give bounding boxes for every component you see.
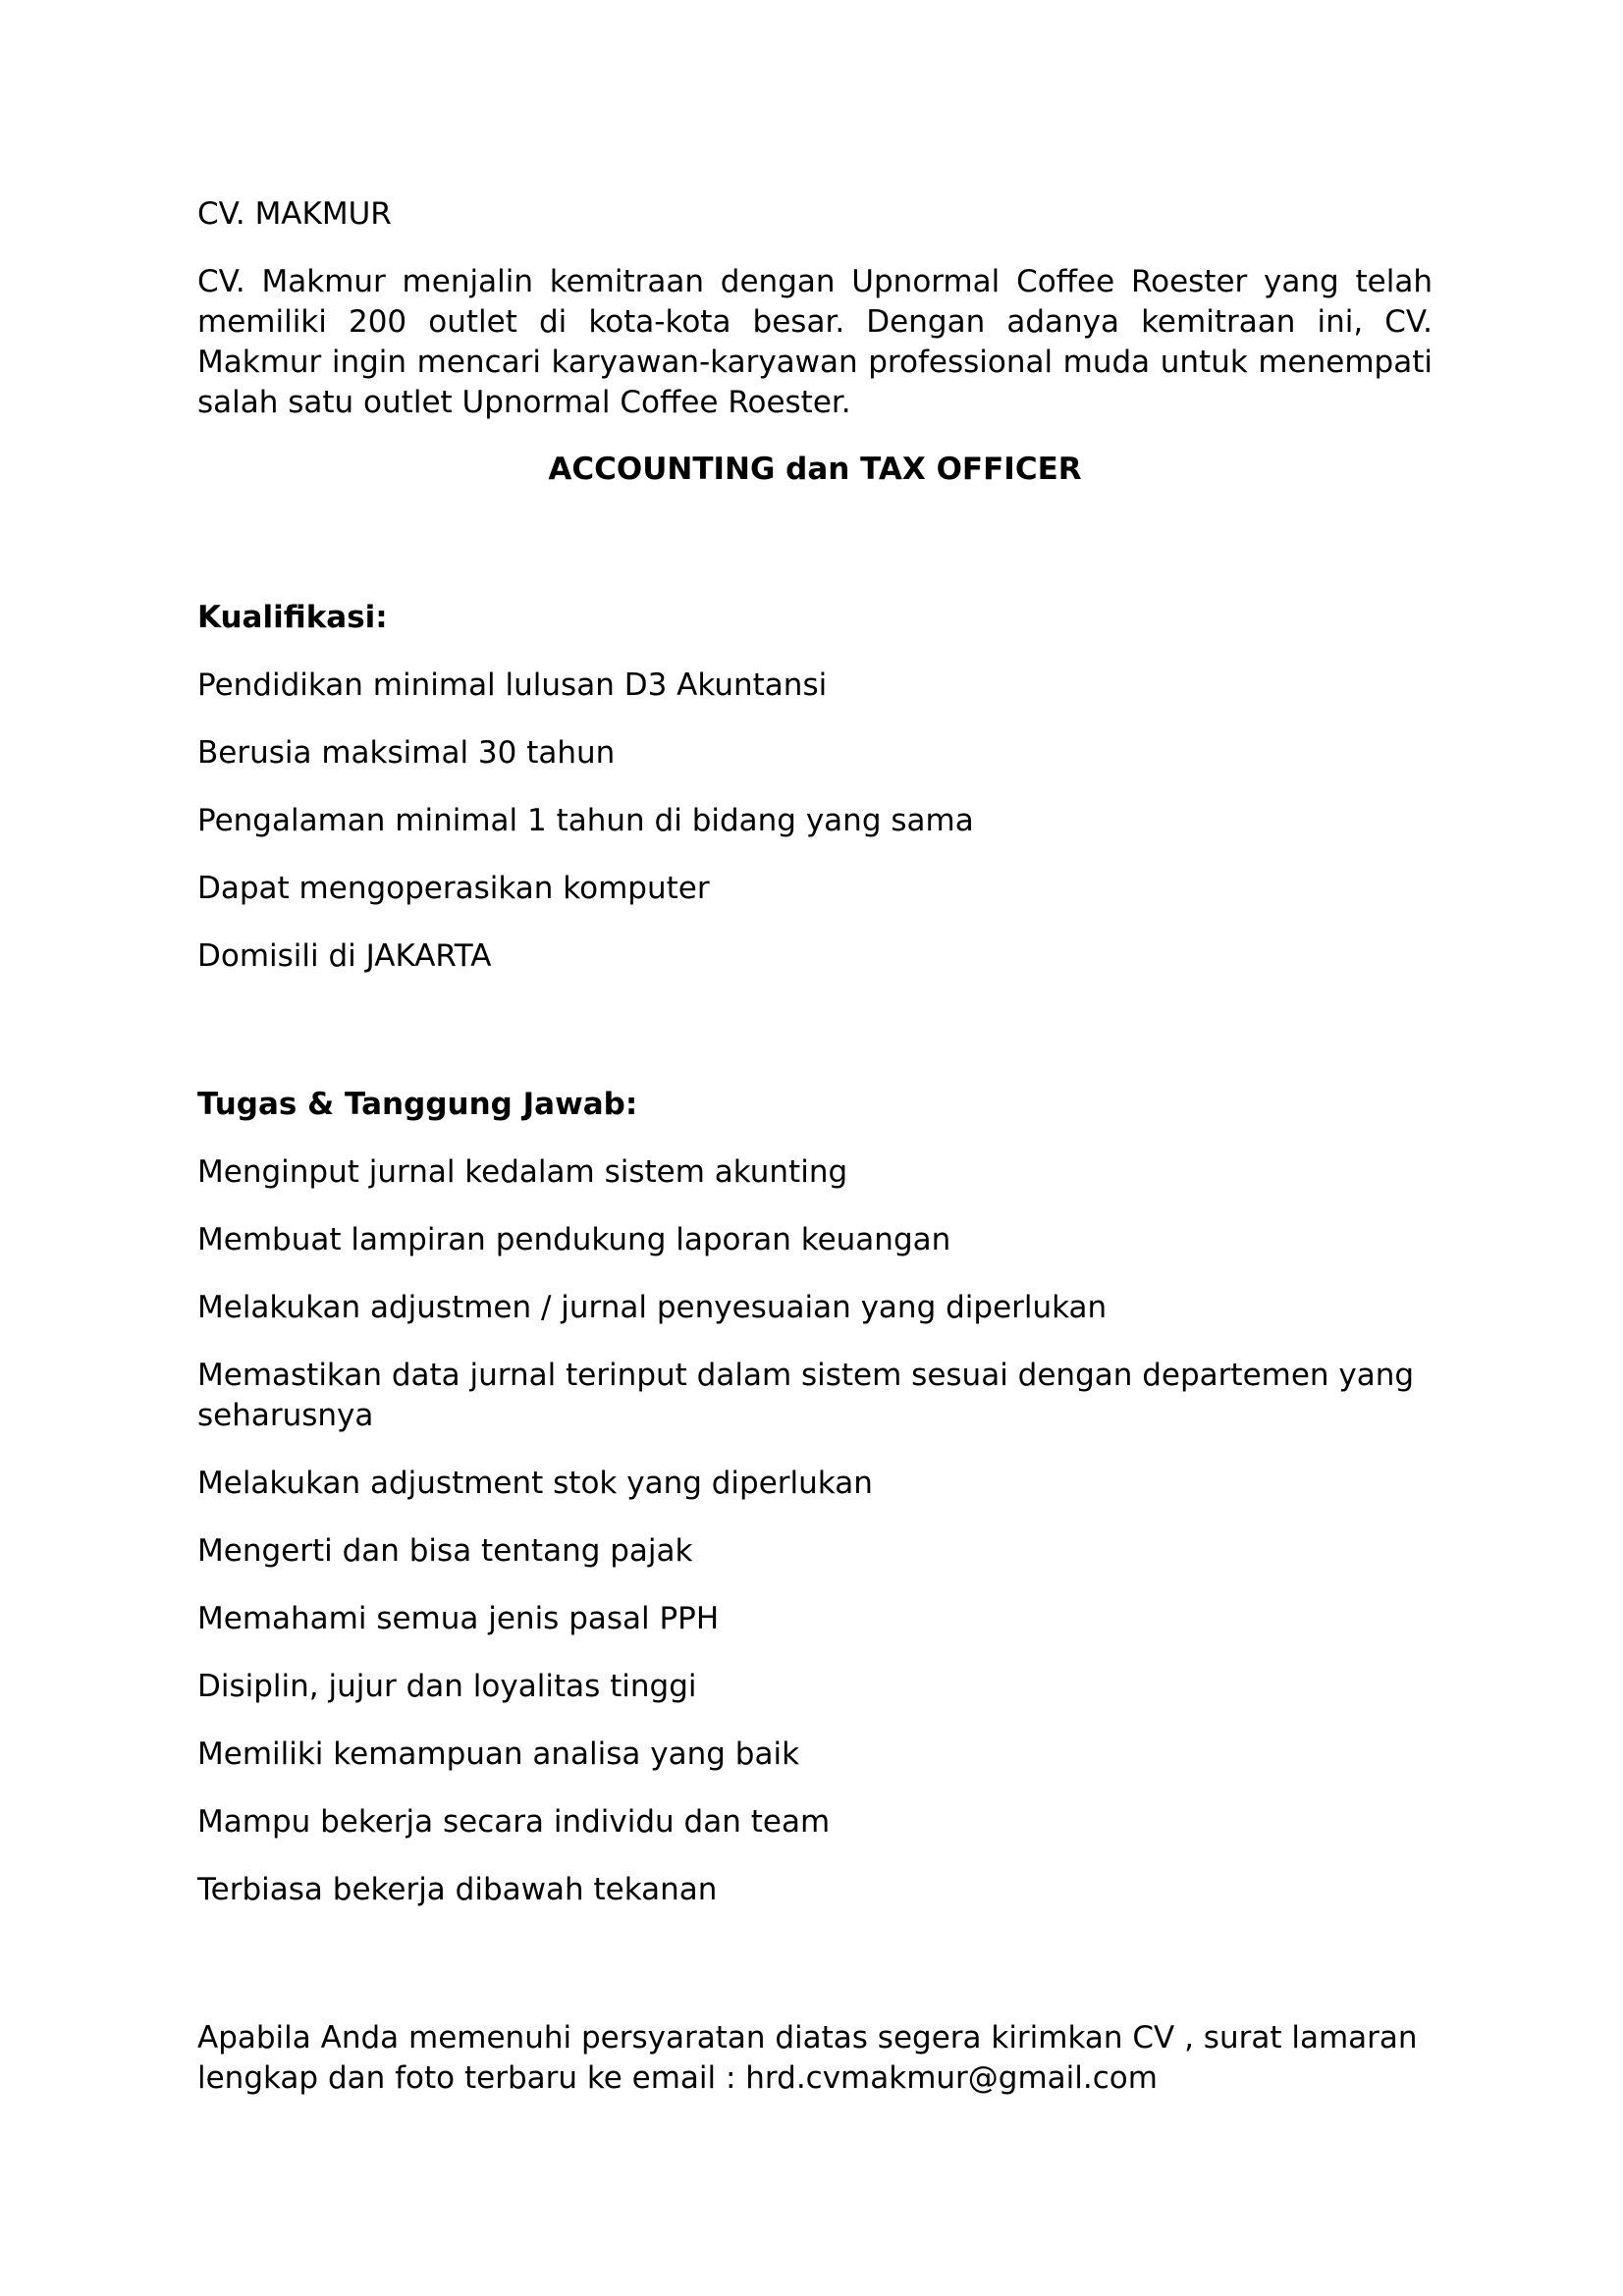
qualification-item: Dapat mengoperasikan komputer (197, 871, 710, 906)
qualifications-list (197, 666, 1433, 977)
duty-item: Memastikan data jurnal terinput dalam sistem sesuai dengan departemen yang seharusnya (197, 1358, 1415, 1433)
qualification-item: Pengalaman minimal 1 tahun di bidang yang sama (197, 803, 974, 838)
qualification-item: Pendidikan minimal lulusan D3 Akuntansi (197, 667, 828, 703)
closing-paragraph: Apabila Anda memenuhi persyaratan diatas segera kirimkan CV , surat lamaran lengkap dan foto terbaru ke email : hrd.cvmakmur@gmail.com (197, 2020, 1418, 2096)
qualification-item: Berusia maksimal 30 tahun (197, 735, 616, 771)
duty-item: Mampu bekerja secara individu dan team (197, 1804, 831, 1840)
company-name: CV. MAKMUR (197, 196, 392, 232)
duty-item: Terbiasa bekerja dibawah tekanan (197, 1872, 718, 1907)
duty-item: Melakukan adjustmen / jurnal penyesuaian yang diperlukan (197, 1290, 1108, 1325)
duty-item: Mengerti dan bisa tentang pajak (197, 1533, 693, 1569)
duty-item: Menginput jurnal kedalam sistem akunting (197, 1154, 848, 1190)
duties-heading: Tugas & Tanggung Jawab: (197, 1087, 638, 1122)
duty-item: Melakukan adjustment stok yang diperlukan (197, 1466, 873, 1501)
duty-item: Disiplin, jujur dan loyalitas tinggi (197, 1669, 697, 1704)
duty-item: Memiliki kemampuan analisa yang baik (197, 1736, 800, 1772)
qualification-item: Domisili di JAKARTA (197, 938, 492, 974)
company-intro: CV. Makmur menjalin kemitraan dengan Upnormal Coffee Roester yang telah memiliki 200 outlet di kota-kota besar. Dengan adanya kemitraan ini, CV. Makmur ingin mencari karyawan-karyawan professional muda untuk menempati salah satu outlet Upnormal Coffee Roester. (197, 264, 1433, 420)
duties-list (197, 1152, 1433, 1910)
duty-item: Memahami semua jenis pasal PPH (197, 1601, 720, 1636)
duty-item: Membuat lampiran pendukung laporan keuangan (197, 1222, 951, 1257)
qualifications-heading: Kualifikasi: (197, 600, 388, 635)
job-title: ACCOUNTING dan TAX OFFICER (548, 452, 1082, 487)
document-page (197, 194, 1433, 2099)
